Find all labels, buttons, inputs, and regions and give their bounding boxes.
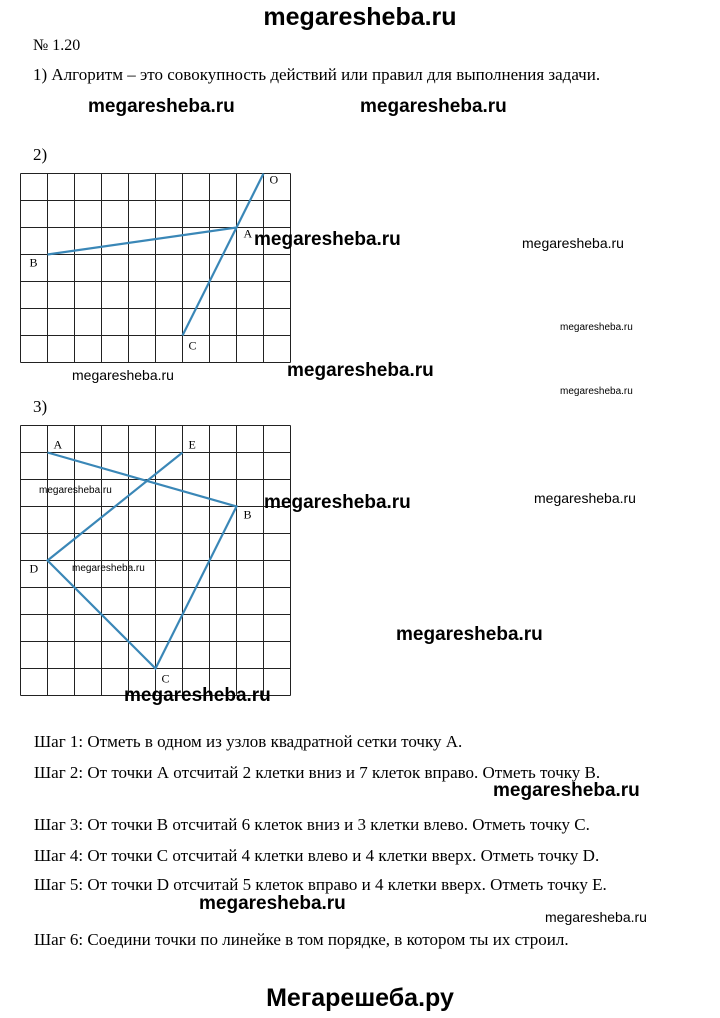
part3-label: 3) [33, 397, 48, 416]
site-footer: Мегарешеба.ру [266, 984, 454, 1012]
part2-label: 2) [33, 145, 48, 164]
watermark: megaresheba.ru [199, 893, 346, 914]
watermark: megaresheba.ru [534, 490, 636, 506]
watermark: megaresheba.ru [72, 563, 145, 574]
point-label-a: A [53, 437, 63, 452]
grid-lines [21, 426, 291, 696]
watermark: megaresheba.ru [396, 624, 543, 645]
point-label-a: A [243, 226, 253, 241]
point-label-c: C [188, 338, 197, 353]
step-5: Шаг 5: От точки D отсчитай 5 клеток вправо и 4 клетки вверх. Отметь точку Е. [34, 875, 607, 894]
watermark: megaresheba.ru [360, 96, 507, 117]
step-6: Шаг 6: Соедини точки по линейке в том порядке, в котором ты их строил. [34, 930, 569, 949]
site-header: megaresheba.ru [263, 3, 457, 31]
step-4: Шаг 4: От точки С отсчитай 4 клетки влево и 4 клетки вверх. Отметь точку D. [34, 846, 600, 865]
point-label-c: C [161, 671, 170, 686]
figure-2-grid [20, 173, 290, 363]
watermark: megaresheba.ru [287, 360, 434, 381]
figure-3-grid [20, 425, 290, 695]
point-label-e: E [188, 437, 196, 452]
watermark: megaresheba.ru [560, 322, 633, 333]
point-label-o: O [269, 172, 279, 187]
step-2: Шаг 2: От точки А отсчитай 2 клетки вниз и 7 клеток вправо. Отметь точку В. [34, 763, 601, 782]
watermark: megaresheba.ru [88, 96, 235, 117]
point-label-b: B [243, 507, 252, 522]
watermark: megaresheba.ru [522, 235, 624, 251]
watermark: megaresheba.ru [124, 685, 271, 706]
step-3: Шаг 3: От точки В отсчитай 6 клеток вниз и 3 клетки влево. Отметь точку С. [34, 815, 590, 834]
point-label-b: B [29, 255, 38, 270]
task-number: № 1.20 [33, 37, 81, 54]
watermark: megaresheba.ru [254, 229, 401, 250]
step-1: Шаг 1: Отметь в одном из узлов квадратной сетки точку А. [34, 732, 463, 751]
task-part1-definition: 1) Алгоритм – это совокупность действий или правил для выполнения задачи. [33, 65, 601, 84]
watermark: megaresheba.ru [264, 492, 411, 513]
watermark: megaresheba.ru [560, 386, 633, 397]
point-label-d: D [29, 561, 39, 576]
watermark: megaresheba.ru [545, 909, 647, 925]
watermark: megaresheba.ru [39, 485, 112, 496]
watermark: megaresheba.ru [72, 367, 174, 383]
watermark: megaresheba.ru [493, 780, 640, 801]
